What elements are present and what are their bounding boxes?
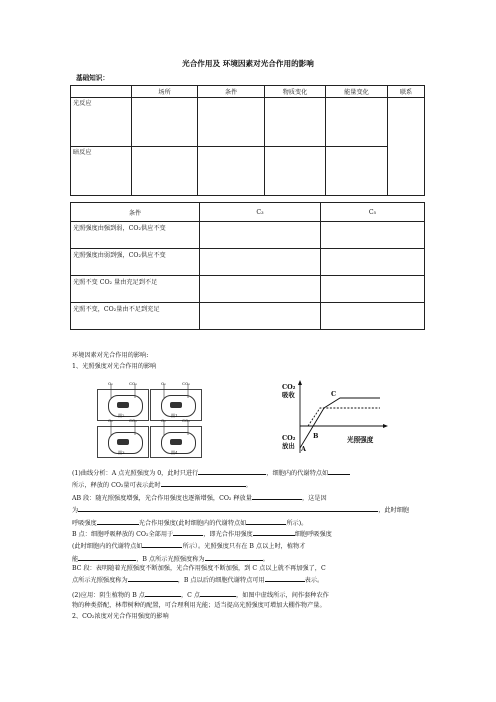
table2-row-label: 光照不变，CO₂量由不足到充足: [71, 303, 200, 330]
analysis-paragraph-1: [72, 467, 432, 492]
text-fragment: 光合作用强度(此时细胞内的代谢特点如: [138, 519, 247, 527]
analysis-paragraph-4: [72, 564, 432, 587]
text-fragment: ，这是因: [301, 495, 327, 502]
text-fragment: (此时细胞内的代谢特点如: [72, 543, 143, 551]
text-fragment: ，细胞内的代谢特点如: [266, 470, 329, 477]
table1-header-relation: 联系: [388, 86, 425, 98]
text-fragment: B 点：细胞呼吸释放的 CO₂全部用于: [72, 531, 174, 538]
text-fragment: ，此时细胞: [378, 507, 410, 515]
table2-row-label: 光照强度由弱到强，CO₂供应不变: [71, 249, 200, 276]
blank-line: [205, 553, 263, 561]
table1-cell: [265, 98, 326, 147]
table2-cell: [321, 222, 425, 249]
table1-cell: [265, 147, 326, 196]
panel-label: 图3: [118, 450, 125, 455]
co2-label: CO₂: [182, 381, 190, 386]
blank-line: [200, 589, 236, 597]
text-fragment: (1)曲线分析：A 点光照强度为 0，此时只进行: [72, 470, 199, 477]
y-label-absorb: 吸收: [282, 391, 295, 399]
page-title: 光合作用及 环境因素对光合作用的影响: [182, 59, 314, 68]
text-fragment: BC 段：表明随着光照强度不断加强，光合作用强度不断加强，到 C 点以上就不再加强了，C: [72, 565, 326, 572]
table2-cell: [200, 222, 321, 249]
blank-line: [265, 574, 305, 582]
table1-cell: [132, 147, 198, 196]
table2-header-c5: C₅: [321, 203, 425, 222]
text-fragment: 所示，释放的 CO₂量可表示此时: [72, 482, 161, 490]
o2-label: O₂: [161, 381, 166, 386]
table1-row-light-reaction: 光反应: [71, 98, 132, 147]
point-b-label: B: [313, 432, 319, 440]
y-axis-label-release: [282, 434, 295, 450]
co2-label: CO₂: [129, 381, 137, 386]
text-fragment: 能: [72, 555, 79, 563]
table1-cell: [326, 98, 388, 147]
table2-header-c3: C₃: [200, 203, 321, 222]
blank-line: [252, 492, 302, 500]
table1-cell: [198, 98, 265, 147]
co2-label: CO₂: [129, 418, 137, 423]
text-fragment: 所示）。光照强度只有在 B 点以上时，植物才: [182, 543, 306, 551]
text-fragment: ，即光合作用强度: [203, 531, 253, 538]
point-a-label: A: [301, 445, 306, 453]
text-fragment: 。: [245, 482, 252, 490]
table1-cell: [388, 98, 425, 196]
table1-header-condition: 条件: [198, 86, 265, 98]
o2-label: O₂: [161, 418, 166, 423]
text-fragment: 所示)。: [286, 519, 308, 527]
analysis-paragraph-2: [72, 492, 432, 529]
table1-header-matter: 物质变化: [265, 86, 326, 98]
text-fragment: ，如图中虚线所示，间作套种农作: [236, 592, 329, 599]
blank-line: [328, 467, 350, 475]
text-fragment: (2)应用：阴生植物的 B 点: [72, 592, 145, 599]
panel-label: 图1: [171, 413, 178, 418]
y-label-co2-neg: CO₂: [282, 434, 296, 442]
blank-line: [142, 540, 182, 548]
x-axis-label: 光照强度: [347, 436, 374, 444]
c3-c5-change-table: [70, 202, 425, 330]
y-axis-label-absorb: [282, 383, 295, 399]
text-fragment: 为: [72, 507, 79, 515]
diagram-arrows: [97, 374, 207, 459]
text-fragment: ，B 点所示光照强度称为: [136, 555, 205, 563]
text-fragment: ，B 点以后的细胞代谢特点可用: [177, 577, 265, 585]
analysis-paragraph-3: [72, 528, 432, 565]
table2-row-label: 光照强度由强到弱，CO₂供应不变: [71, 222, 200, 249]
table2-row-label: 光照不变 CO₂ 量由充足到不足: [71, 276, 200, 303]
table1-cell: [326, 147, 388, 196]
panel-label: 图2: [118, 413, 125, 418]
text-fragment: AB 段：随光照强度增强，光合作用强度也逐渐增强，CO₂ 释放量: [72, 495, 252, 502]
o2-label: O₂: [108, 381, 113, 386]
blank-line: [253, 528, 295, 536]
application-paragraph: [72, 589, 432, 612]
table1-header-blank: [71, 86, 132, 98]
text-fragment: 表示。: [304, 577, 324, 585]
blank-line: [145, 589, 181, 597]
blank-line: [78, 504, 378, 512]
co2-label: CO₂: [182, 418, 190, 423]
y-label-co2: CO₂: [282, 383, 296, 391]
blank-line: [161, 479, 246, 487]
table2-header-condition: 条件: [71, 203, 200, 222]
panel-label: 图4: [171, 450, 178, 455]
table1-header-energy: 能量变化: [326, 86, 388, 98]
o2-label: O₂: [108, 418, 113, 423]
text-fragment: ，C 点: [180, 592, 201, 599]
text-fragment: 细胞呼吸强度: [294, 531, 332, 538]
blank-line: [173, 528, 203, 536]
blank-line: [97, 517, 139, 525]
blank-line: [78, 553, 136, 561]
point-c-label: C: [331, 390, 337, 398]
text-fragment: 。: [262, 555, 269, 563]
table2-cell: [321, 303, 425, 330]
text-fragment: 点所示光照强度称为: [72, 577, 128, 585]
table2-cell: [200, 276, 321, 303]
basic-knowledge-label: 基础知识：: [76, 74, 109, 82]
blank-line: [128, 574, 178, 582]
blank-line: [246, 517, 286, 525]
y-label-release: 放出: [282, 442, 295, 450]
text-fragment: 呼吸强度: [72, 519, 97, 527]
section2-title: 2、CO₂浓度对光合作用强度的影响: [72, 613, 169, 620]
reaction-comparison-table: [70, 85, 425, 196]
table2-cell: [200, 303, 321, 330]
section1-title: 1、光照强度对光合作用的影响: [72, 363, 157, 370]
text-fragment: 物的种类搭配，林带树种的配置，可合理利用光能；适当提高光照强度可增加大棚作物产量。: [72, 602, 326, 610]
table1-cell: [132, 98, 198, 147]
blank-line: [198, 467, 266, 475]
section-intro: 环境因素对光合作用的影响:: [72, 352, 149, 359]
table2-cell: [321, 276, 425, 303]
table2-cell: [200, 249, 321, 276]
table2-cell: [321, 249, 425, 276]
table1-header-site: 场所: [132, 86, 198, 98]
table1-row-dark-reaction: 暗反应: [71, 147, 132, 196]
table1-cell: [198, 147, 265, 196]
